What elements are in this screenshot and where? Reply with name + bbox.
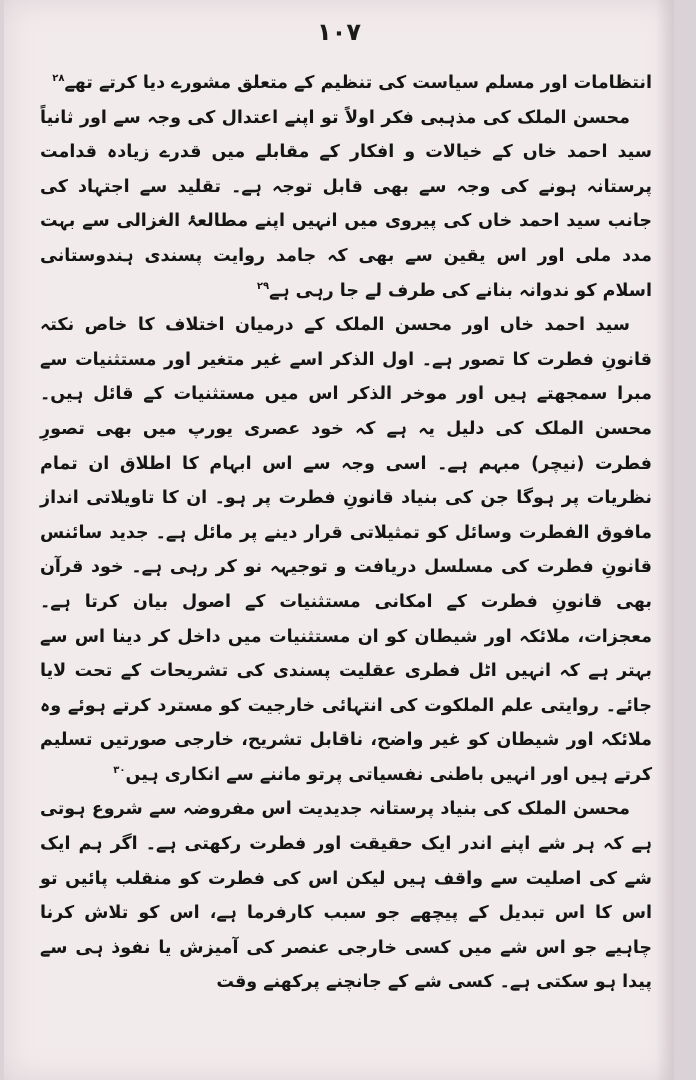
paragraph-text: انتظامات اور مسلم سیاست کی تنظیم کے متعلق مشورے دیا کرتے تھے bbox=[64, 73, 652, 93]
paragraph-2 bbox=[40, 101, 652, 309]
paragraph-1 bbox=[40, 66, 652, 101]
paragraph-4 bbox=[40, 792, 652, 1000]
page-number: ۱۰۷ bbox=[317, 18, 361, 46]
footnote-marker: ۲۸ bbox=[52, 73, 65, 85]
paragraph-3 bbox=[40, 308, 652, 792]
paragraph-text: محسن الملک کی بنیاد پرستانہ جدیدیت اس مفروضہ سے شروع ہوتی ہے کہ ہر شے اپنے اندر ایک حقیقت اور فطرت رکھتی ہے۔ اگر ہم ایک شے کی اصلیت سے واقف ہیں لیکن اس کی فطرت کو منقلب پائیں تو اس کا اس تبدیل کے پیچھے جو سبب کارفرما ہے، اس کو تلاش کرنا چاہیے جو اس شے میں کسی خارجی عنصر کی آمیزش یا نفوذ ہی سے پیدا ہو سکتی ہے۔ کسی شے کے جانچنے پرکھنے وقت bbox=[40, 799, 652, 993]
book-page bbox=[4, 0, 674, 1080]
urdu-text-body bbox=[40, 66, 652, 1000]
paragraph-text: سید احمد خاں اور محسن الملک کے درمیان اختلاف کا خاص نکتہ قانونِ فطرت کا تصور ہے۔ اول الذکر اسے غیر متغیر اور مستثنیات سے مبرا سمجھتے ہیں اور موخر الذکر اس میں مستثنیات کے قائل ہیں۔ محسن الملک کی دلیل یہ ہے کہ خود عصری یورپ میں بھی تصورِ فطرت (نیچر) مبہم ہے۔ اسی وجہ سے اس ابہام کا اطلاق ان تمام نظریات پر ہوگا جن کی بنیاد قانونِ فطرت پر ہو۔ ان کا تاویلاتی انداز مافوق الفطرت وسائل کو تمثیلاتی قرار دینے پر مائل ہے۔ جدید سائنس قانونِ فطرت کی مسلسل دریافت و توجیہہ نو کر رہی ہے۔ خود قرآن بھی قانونِ فطرت کے امکانی مستثنیات کے اصول بیان کرتا ہے۔ معجزات، ملائکہ اور شیطان کو ان مستثنیات میں داخل کر دینا اس سے بہتر ہے کہ انہیں اٹل فطری عقلیت پسندی کی تشریحات کے تحت لایا جائے۔ روایتی علم الملکوت کی انتہائی خارجیت کو مسترد کرتے ہوئے وہ ملائکہ اور شیطان کو غیر واضح، ناقابل تشریح، خارجی صورتیں تسلیم کرتے ہیں اور انہیں باطنی نفسیاتی پرتو ماننے سے انکاری ہیں bbox=[40, 315, 652, 785]
footnote-marker: ۳۰ bbox=[113, 765, 126, 777]
footnote-marker: ۲۹ bbox=[256, 280, 270, 292]
paragraph-text: محسن الملک کی مذہبی فکر اولاً تو اپنے اعتدال کی وجہ سے اور ثانیاً سید احمد خاں کے خیالات و افکار کے مقابلے میں قدرے زیادہ قدامت پرستانہ ہونے کی وجہ سے بھی قابل توجہ ہے۔ تقلید سے اجتہاد کی جانب سید احمد خاں کی پیروی میں انہیں اپنے مطالعۂ الغزالی سے بہت مدد ملی اور اس یقین سے بھی کہ جامد روایت پسندی ہندوستانی اسلام کو ندوانہ بنانے کی طرف لے جا رہی ہے bbox=[40, 107, 652, 301]
